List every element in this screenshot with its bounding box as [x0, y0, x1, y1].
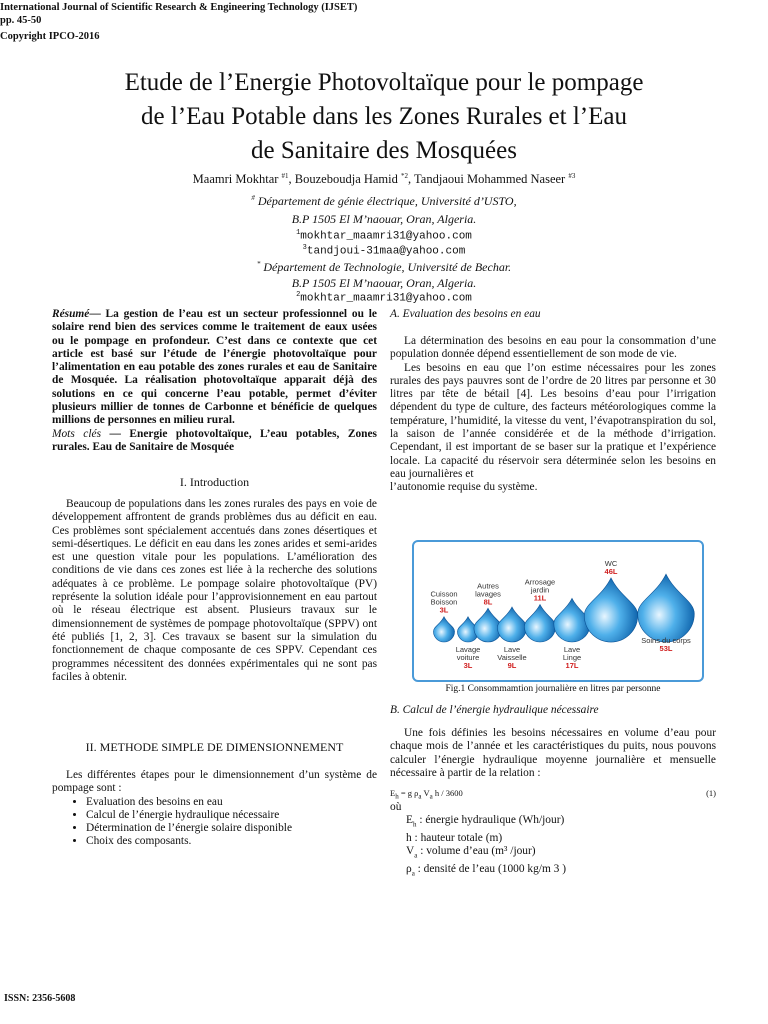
eq-rho-sub: a [418, 792, 422, 801]
list-item: • Détermination de l’énergie solaire disponible [86, 822, 377, 835]
eq-lhs: E [390, 788, 396, 798]
email-1-text: mokhtar_maamri31@yahoo.com [300, 230, 472, 243]
methode-steps-list [52, 796, 377, 849]
author-1-mark: #1 [281, 172, 289, 180]
drop-label: WC [604, 558, 618, 568]
drop-label: Cuisson [430, 589, 458, 599]
drop-label: voiture [456, 653, 480, 662]
drop-label: jardin [530, 585, 550, 595]
intro-paragraph: Beaucoup de populations dans les zones rurales des pays en voie de développement affrontent de grands problèmes dus au déficit en eau. Ces problèmes sont spécialement accentués dans zones désertiques et semi-désertiques. Le déficit en eau dans les zones arides et semi-arides est une question vitale pour les populations. L’amélioration des conditions de vie dans ces zones est liée à la recherche des solutions adéquates à ce problème. Le pompage solaire photovoltaïque (PV) représente la solution idéale pour l’approvisionnement en eau partout où le réseau électrique est absent. Plusieurs travaux sur le dimensionnement de systèmes de pompage photovoltaïque (SPPV) ont été publiés [1, 2, 3]. Ces travaux se basent sur la simulation du fonctionnement de chaque composante de ces SPPV. Cependant ces programmes nécessitent des données expérimentales qui ne sont pas faciles à obtenir. [52, 498, 377, 683]
affiliation-1-mark: # [251, 194, 255, 202]
affiliation-1-address: B.P 1505 El M’naouar, Oran, Algeria. [291, 212, 477, 226]
section-methode-body [52, 769, 377, 849]
email-2-mark: 3 [302, 244, 307, 252]
drop-label: lavages [475, 589, 501, 599]
water-consumption-figure [412, 540, 704, 682]
affiliation-2-mark: * [256, 260, 261, 268]
journal-name: International Journal of Scientific Research & Engineering Technology (IJSET) [0, 2, 358, 13]
section-a-paragraph-2: Les besoins en eau que l’on estime nécessaires pour les zones rurales des pays pauvres sont de l’ordre de 20 litres par personne et 30 litres par tête de bétail [4]. Les besoins d’eau pour l’irrigation dépendent du type de culture, des facteurs météorologiques comme la température, l’humidité, la vitesse du vent, l’évapotranspiration du sol, la saison de l’année considérée et de la méthode d’irrigation. Cependant, il est important de se baser sur la pratique et l’expérience locale. La capacité du réservoir sera déterminée selon les besoins en eau journalières et [390, 361, 716, 480]
water-drop-wc [584, 578, 637, 642]
copyright: Copyright IPCO-2016 [0, 31, 100, 42]
email-3-mark: 2 [296, 291, 301, 299]
drop-value: 53L [659, 644, 673, 654]
section-methode-heading: II. METHODE SIMPLE DE DIMENSIONNEMENT [85, 740, 344, 754]
section-b-paragraph: Une fois définies les besoins nécessaires en volume d’eau pour chaque mois de l’année et les caractéristiques du puits, nous pouvons calculer l’énergie hydraulique moyenne journalière et mensuelle nécessaire à partir de la relation : [390, 727, 716, 779]
water-drop-lave-vaisselle [497, 607, 526, 642]
section-intro-heading: I. Introduction [179, 475, 250, 489]
issn: ISSN: 2356-5608 [4, 993, 76, 1004]
paper-title [30, 66, 738, 168]
section-a-body [390, 335, 716, 495]
drop-label: Lave [563, 645, 581, 654]
equation-1 [390, 788, 716, 801]
section-a-heading: A. Evaluation des besoins en eau [390, 308, 541, 320]
drop-label: Lave [503, 645, 521, 654]
author-2: , Bouzeboudja Hamid [288, 172, 402, 187]
author-3-mark: #3 [568, 172, 576, 180]
email-1[interactable] [0, 229, 768, 243]
email-2-text: tandjoui-31maa@yahoo.com [306, 245, 466, 258]
title-line-1: Etude de l’Energie Photovoltaïque pour le pompage [124, 69, 644, 96]
ou-label: où [390, 801, 402, 813]
drop-value: 3L [463, 661, 473, 670]
drops-group [430, 559, 694, 670]
drop-value: 3L [439, 605, 449, 615]
affiliation-2-text: Département de Technologie, Université de Bechar. [260, 260, 512, 274]
title-line-2: de l’Eau Potable dans les Zones Rurales et l’Eau [141, 103, 627, 130]
drop-label: Vaisselle [497, 653, 527, 662]
drop-value: 11L [533, 593, 547, 603]
affiliation-2 [0, 260, 768, 275]
email-3[interactable] [0, 291, 768, 305]
drop-label: Arrosage [524, 577, 556, 587]
drop-value: 9L [507, 661, 517, 670]
affiliation-1-text: Département de génie électrique, Université d’USTO, [254, 194, 517, 208]
author-list [0, 172, 768, 187]
email-3-text: mokhtar_maamri31@yahoo.com [300, 292, 472, 305]
abstract-label: Résumé [52, 308, 90, 320]
drop-label: Lavage [455, 645, 481, 654]
affiliation-1 [0, 194, 768, 209]
list-item: • Evaluation des besoins en eau [86, 796, 377, 809]
drop-label: Autres [477, 581, 499, 591]
section-b-heading: B. Calcul de l’énergie hydraulique nécessaire [390, 704, 599, 716]
methode-paragraph: Les différentes étapes pour le dimensionnement d’un système de pompage sont : [52, 769, 377, 795]
eq-lhs-sub: h [395, 792, 399, 801]
abstract-text: — La gestion de l’eau est un secteur professionnel ou le solaire rend bien des services comme le traitement de eaux usées ou le pompage en profondeur. C’est dans ce contexte que cet article est basé sur l’étude de l’énergie photovoltaïque pour l’alimentation en eau potable des zones rurales et eau de Sanitaire de Mosquée. La réalisation photovoltaïque apparait déjà des solutions en ce qui concerne l’eau potable, permet d’éviter plusieurs millier de tonnes de Carbonne et bénéficie de quelques millions de personnes en milieu rural. [52, 308, 377, 427]
definition-item: $\rho_a$ : densité de l’eau (1000 kg/m 3 ) [406, 862, 567, 878]
list-item: • Choix des composants. [86, 835, 377, 848]
page-range: pp. 45-50 [0, 15, 42, 26]
list-item: • Calcul de l’énergie hydraulique nécessaire [86, 809, 377, 822]
email-2[interactable] [0, 244, 768, 258]
section-a-paragraph-3: l’autonomie requise du système. [390, 481, 538, 494]
figure-drawing [414, 542, 698, 676]
eq-tail: h / 3600 [432, 788, 463, 798]
equation-number: (1) [706, 788, 716, 798]
drop-label: Boisson [430, 597, 458, 607]
water-drop-cuisson-boisson [433, 617, 454, 642]
figure-caption: Fig.1 Consommamtion journalière en litres par personne [445, 684, 661, 694]
section-intro-body [52, 498, 377, 684]
water-drop-soins-du-corps [638, 574, 695, 642]
author-3: , Tandjaoui Mohammed Naseer [408, 172, 569, 187]
definition-item: $E_h$ : énergie hydraulique (Wh/jour) [406, 814, 565, 829]
eq-v: V [421, 788, 430, 798]
drop-label: Linge [562, 653, 582, 662]
section-b-body [390, 727, 716, 780]
definition-item: h : hauteur totale (m) [406, 831, 503, 844]
title-line-3: de Sanitaire des Mosquées [251, 137, 517, 164]
affiliation-2-address: B.P 1505 El M’naouar, Oran, Algeria. [291, 276, 477, 290]
keywords-text: — Energie photovoltaïque, L’eau potables, Zones rurales. Eau de Sanitaire de Mosquée [52, 427, 377, 453]
drop-value: 17L [565, 661, 579, 670]
keywords-label: Mots clés [52, 427, 102, 440]
section-a-paragraph-1: La détermination des besoins en eau pour la consommation d’une population donnée dépend essentiellement de son mode de vie. [390, 335, 716, 361]
eq-v-sub: a [429, 792, 433, 801]
drop-value: 46L [604, 566, 618, 576]
equation-definitions [390, 801, 716, 880]
author-2-mark: *2 [401, 172, 409, 180]
eq-rhs: = g ρ [398, 788, 419, 798]
abstract [52, 308, 377, 454]
drop-label: Soins du corps [641, 636, 691, 646]
definition-item: $V_a$ : volume d’eau (m³ /jour) [406, 845, 536, 860]
drop-value: 8L [483, 597, 493, 607]
water-drop-arrosage-jardin [524, 605, 555, 642]
author-1: Maamri Mokhtar [192, 172, 282, 187]
email-1-mark: 1 [296, 229, 301, 237]
